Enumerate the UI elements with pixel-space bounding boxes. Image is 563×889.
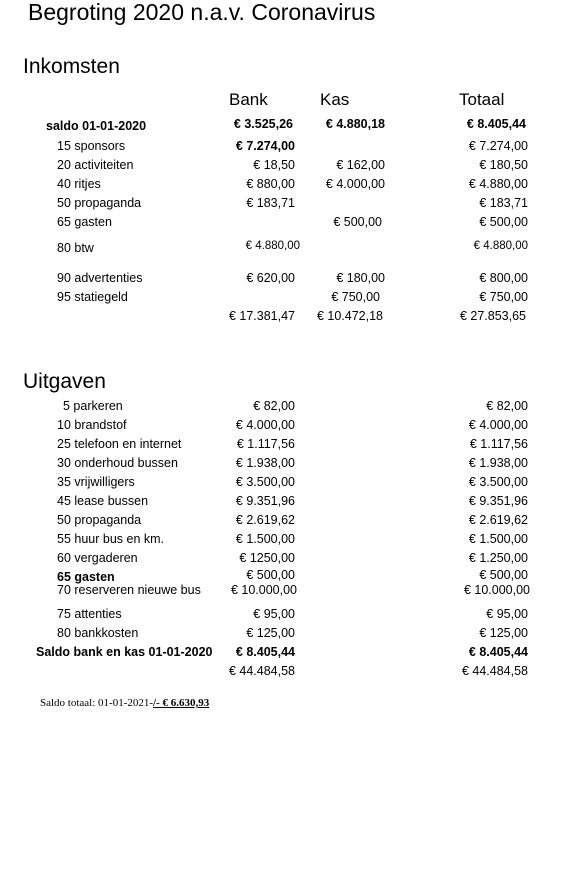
row-totaal: € 800,00: [479, 271, 528, 285]
row-totaal: € 500,00: [479, 215, 528, 229]
row-label: 25 telefoon en internet: [57, 437, 182, 451]
row-label: 40 ritjes: [57, 177, 101, 191]
row-totaal: € 4.880,00: [473, 240, 528, 252]
row-bank: € 82,00: [253, 399, 295, 413]
row-bank: € 2.619,62: [235, 513, 295, 527]
column-header-kas: Kas: [320, 90, 350, 109]
row-label: 75 attenties: [57, 607, 122, 621]
row-bank: € 1.117,56: [236, 437, 295, 451]
row-kas: € 500,00: [333, 215, 382, 229]
uitgaven-heading: Uitgaven: [23, 370, 106, 393]
row-bank: € 1250,00: [239, 551, 295, 565]
row-totaal: € 1.500,00: [468, 532, 528, 546]
inkomsten-total-kas: € 10.472,18: [316, 309, 383, 323]
row-totaal: € 82,00: [486, 399, 528, 413]
row-label: 65 gasten: [57, 570, 115, 584]
row-totaal: € 3.500,00: [468, 475, 528, 489]
row-label: 65 gasten: [57, 215, 112, 229]
column-header-bank: Bank: [229, 90, 268, 109]
row-label: 45 lease bussen: [57, 494, 149, 508]
row-label: 15 sponsors: [57, 139, 126, 153]
row-totaal: € 95,00: [486, 607, 528, 621]
column-header-totaal: Totaal: [459, 90, 505, 109]
row-totaal: € 1.117,56: [469, 437, 528, 451]
saldo-totaal-label: Saldo totaal: 01-01-2021-: [40, 697, 154, 709]
inkomsten-total-bank: € 17.381,47: [228, 309, 295, 323]
row-totaal: € 125,00: [479, 626, 528, 640]
inkomsten-saldo-label: saldo 01-01-2020: [46, 119, 147, 133]
row-label: 55 huur bus en km.: [57, 532, 165, 546]
row-bank: € 1.500,00: [235, 532, 295, 546]
row-totaal: € 7.274,00: [468, 139, 528, 153]
row-label: 50 propaganda: [57, 513, 142, 527]
row-label: 80 btw: [57, 241, 94, 255]
row-label: 5 parkeren: [63, 399, 123, 413]
row-bank: € 183,71: [246, 196, 295, 210]
saldo-totaal: [40, 695, 209, 711]
row-label: 95 statiegeld: [57, 290, 128, 304]
row-kas: € 4.000,00: [325, 177, 385, 191]
row-bank: € 3.500,00: [235, 475, 295, 489]
row-totaal: € 9.351,96: [468, 494, 528, 508]
row-label: 10 brandstof: [57, 418, 127, 432]
row-label: 80 bankkosten: [57, 626, 139, 640]
row-kas: € 162,00: [336, 158, 385, 172]
uitgaven-saldo-bank: € 8.405,44: [235, 645, 295, 659]
row-totaal: € 4.880,00: [468, 177, 528, 191]
uitgaven-saldo-label: Saldo bank en kas 01-01-2020: [36, 645, 213, 659]
row-label: 70 reserveren nieuwe bus: [57, 583, 201, 597]
row-totaal: € 1.938,00: [468, 456, 528, 470]
row-totaal: € 183,71: [479, 196, 528, 210]
row-label: 20 activiteiten: [57, 158, 134, 172]
inkomsten-total-totaal: € 27.853,65: [459, 309, 526, 323]
uitgaven-total-bank: € 44.484,58: [228, 664, 295, 678]
uitgaven-total-totaal: € 44.484,58: [461, 664, 528, 678]
row-totaal: € 10.000,00: [463, 583, 530, 597]
inkomsten-saldo-totaal: € 8.405,44: [466, 117, 526, 131]
row-bank: € 95,00: [253, 607, 295, 621]
row-bank: € 4.880,00: [245, 240, 300, 252]
row-kas: € 750,00: [331, 290, 380, 304]
inkomsten-saldo-kas: € 4.880,18: [325, 117, 385, 131]
saldo-totaal-amount: /- € 6.630,93: [153, 697, 210, 709]
row-bank: € 9.351,96: [235, 494, 295, 508]
inkomsten-saldo-bank: € 3.525,26: [233, 117, 293, 131]
row-bank: € 10.000,00: [230, 583, 297, 597]
page-title: Begroting 2020 n.a.v. Coronavirus: [28, 0, 376, 25]
row-label: 50 propaganda: [57, 196, 142, 210]
row-bank: € 880,00: [246, 177, 295, 191]
row-bank: € 18,50: [253, 158, 295, 172]
row-bank: € 125,00: [246, 626, 295, 640]
row-label: 35 vrijwilligers: [57, 475, 135, 489]
inkomsten-heading: Inkomsten: [23, 55, 120, 78]
row-bank: € 620,00: [246, 271, 295, 285]
row-bank: € 500,00: [246, 568, 295, 582]
row-totaal: € 180,50: [479, 158, 528, 172]
row-totaal: € 2.619,62: [468, 513, 528, 527]
row-totaal: € 1.250,00: [468, 551, 528, 565]
row-totaal: € 750,00: [479, 290, 528, 304]
row-label: 30 onderhoud bussen: [57, 456, 178, 470]
row-bank: € 7.274,00: [235, 139, 295, 153]
row-bank: € 4.000,00: [235, 418, 295, 432]
uitgaven-saldo-totaal: € 8.405,44: [468, 645, 528, 659]
row-kas: € 180,00: [336, 271, 385, 285]
row-label: 90 advertenties: [57, 271, 143, 285]
row-totaal: € 500,00: [479, 568, 528, 582]
row-bank: € 1.938,00: [235, 456, 295, 470]
row-label: 60 vergaderen: [57, 551, 138, 565]
row-totaal: € 4.000,00: [468, 418, 528, 432]
